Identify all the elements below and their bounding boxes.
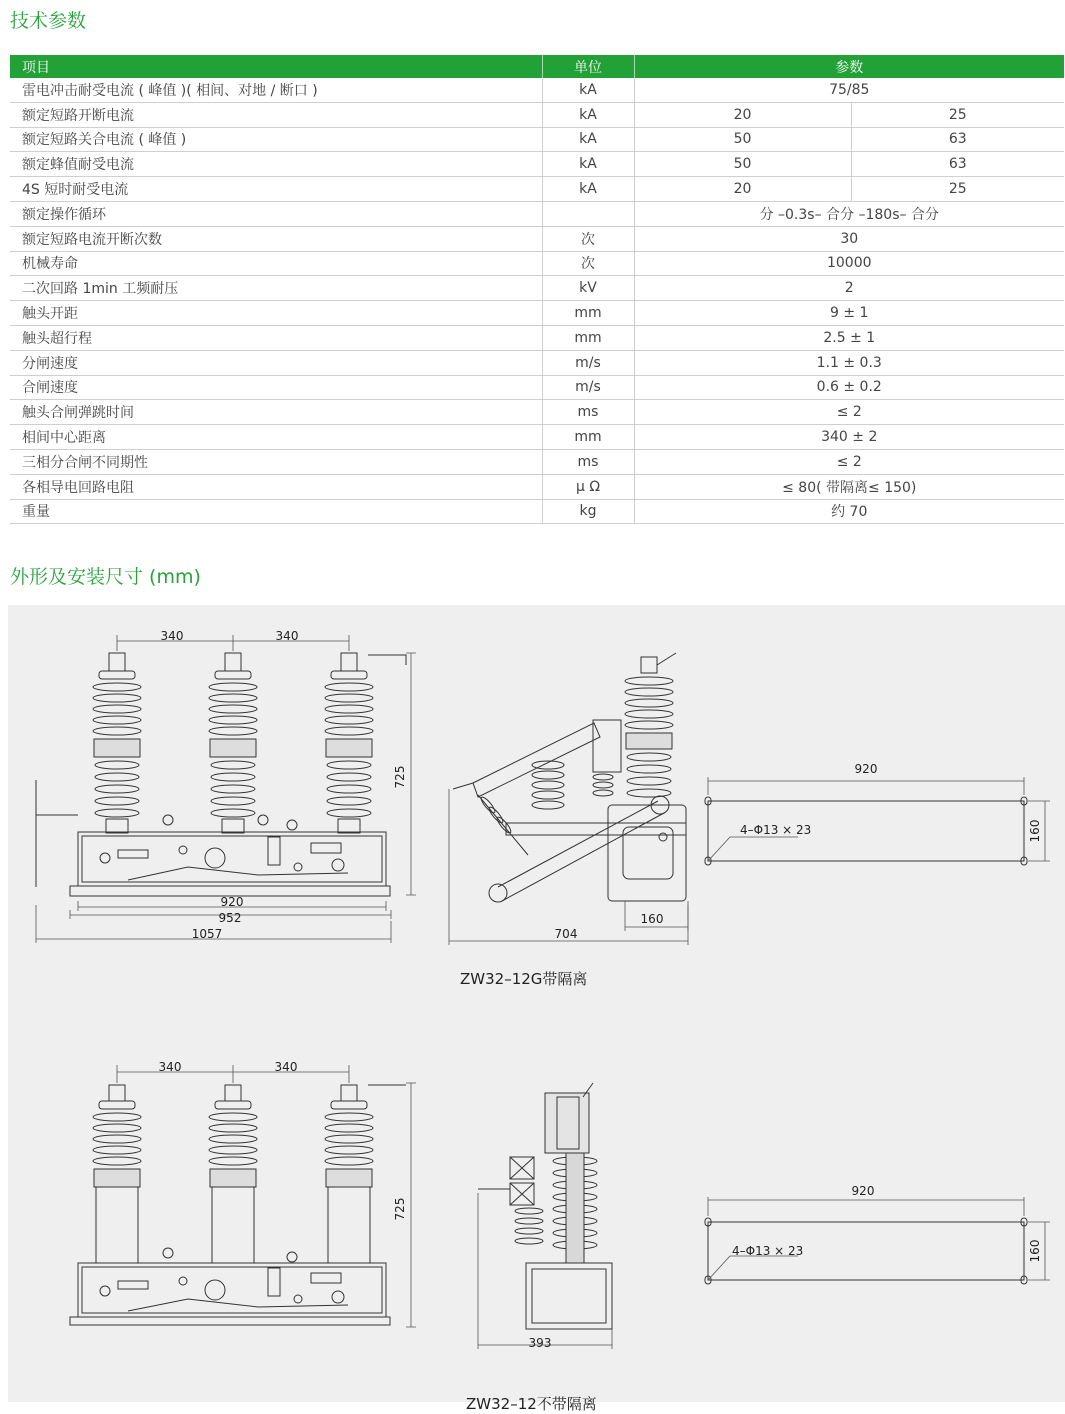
cell-unit: m/s <box>542 375 634 400</box>
front-view-with-isolator <box>36 629 416 943</box>
cell-value: ≤ 80( 带隔离≤ 150) <box>634 474 1064 499</box>
cell-unit: μ Ω <box>542 474 634 499</box>
insulator <box>93 1085 141 1263</box>
table-row <box>10 474 1064 499</box>
cell-item: 分闸速度 <box>10 350 542 375</box>
cell-item: 4S 短时耐受电流 <box>10 177 542 202</box>
dim-label: 725 <box>393 1197 407 1221</box>
cell-value: 10000 <box>634 251 1064 276</box>
cell-unit: kA <box>542 152 634 177</box>
dimension-drawings <box>8 605 1065 1402</box>
cell-unit: kg <box>542 499 634 524</box>
dim-label: 1057 <box>191 927 223 941</box>
cell-value: 30 <box>634 226 1064 251</box>
cell-value-2: 25 <box>851 102 1064 127</box>
caption-zw32-12: ZW32–12不带隔离 <box>466 1395 597 1413</box>
cell-unit: ms <box>542 449 634 474</box>
table-row <box>10 325 1064 350</box>
table-row <box>10 400 1064 425</box>
cell-value: 0.6 ± 0.2 <box>634 375 1064 400</box>
cell-item: 额定蜂值耐受电流 <box>10 152 542 177</box>
cell-item: 二次回路 1min 工频耐压 <box>10 276 542 301</box>
cell-item: 额定短路电流开断次数 <box>10 226 542 251</box>
cell-value: 340 ± 2 <box>634 425 1064 450</box>
cell-value-2: 25 <box>851 177 1064 202</box>
dim-label: 393 <box>528 1336 552 1350</box>
dim-label: 340 <box>275 629 299 643</box>
caption-zw32-12g: ZW32–12G带隔离 <box>460 970 588 988</box>
section-title-dimensions: 外形及安装尺寸 (mm) <box>10 566 201 588</box>
cell-unit: 次 <box>542 226 634 251</box>
cell-value: 9 ± 1 <box>634 301 1064 326</box>
table-row <box>10 78 1064 102</box>
table-row <box>10 499 1064 524</box>
cell-item: 额定操作循环 <box>10 201 542 226</box>
table-row <box>10 449 1064 474</box>
cell-unit: kV <box>542 276 634 301</box>
dim-label: 952 <box>218 911 242 925</box>
dim-label: 340 <box>274 1060 298 1074</box>
dim-label: 920 <box>854 762 878 776</box>
cell-item: 额定短路关合电流 ( 峰值 ) <box>10 127 542 152</box>
insulator <box>93 653 141 833</box>
header-param: 参数 <box>634 55 1064 78</box>
cell-unit: mm <box>542 301 634 326</box>
table-row <box>10 375 1064 400</box>
cell-unit: ms <box>542 400 634 425</box>
cell-value: 2.5 ± 1 <box>634 325 1064 350</box>
cell-value-1: 20 <box>634 177 851 202</box>
cell-value: ≤ 2 <box>634 400 1064 425</box>
cell-item: 合闸速度 <box>10 375 542 400</box>
hole-spec: 4–Φ13 × 23 <box>740 823 812 837</box>
cell-unit: m/s <box>542 350 634 375</box>
table-row <box>10 350 1064 375</box>
cell-value: 2 <box>634 276 1064 301</box>
table-row <box>10 152 1064 177</box>
cell-value-2: 63 <box>851 127 1064 152</box>
dim-label: 704 <box>554 927 578 941</box>
cell-unit: 次 <box>542 251 634 276</box>
cell-value-1: 50 <box>634 127 851 152</box>
cell-item: 各相导电回路电阻 <box>10 474 542 499</box>
cell-item: 机械寿命 <box>10 251 542 276</box>
cell-unit: mm <box>542 425 634 450</box>
cell-value: 分 –0.3s– 合分 –180s– 合分 <box>634 201 1064 226</box>
table-header-row <box>10 55 1064 78</box>
cell-unit: mm <box>542 325 634 350</box>
table-row <box>10 102 1064 127</box>
cell-unit: kA <box>542 127 634 152</box>
side-view-without-isolator <box>478 1083 612 1350</box>
cell-item: 雷电冲击耐受电流 ( 峰值 )( 相间、对地 / 断口 ) <box>10 78 542 102</box>
cell-item: 触头开距 <box>10 301 542 326</box>
mounting-hole-layout <box>705 1184 1050 1284</box>
table-row <box>10 226 1064 251</box>
cell-value-1: 20 <box>634 102 851 127</box>
table-row <box>10 127 1064 152</box>
table-row <box>10 425 1064 450</box>
table-row <box>10 301 1064 326</box>
table-row <box>10 201 1064 226</box>
table-row <box>10 251 1064 276</box>
header-unit: 单位 <box>542 55 634 78</box>
cell-item: 三相分合闸不同期性 <box>10 449 542 474</box>
dim-label: 160 <box>1028 819 1042 843</box>
cell-unit <box>542 201 634 226</box>
cell-value-1: 50 <box>634 152 851 177</box>
side-view-with-isolator <box>449 653 688 945</box>
cell-value: 1.1 ± 0.3 <box>634 350 1064 375</box>
table-row <box>10 177 1064 202</box>
hole-spec: 4–Φ13 × 23 <box>732 1244 804 1258</box>
tech-params-table <box>10 55 1064 524</box>
cell-unit: kA <box>542 177 634 202</box>
cell-item: 触头合闸弹跳时间 <box>10 400 542 425</box>
mounting-hole-layout <box>705 762 1050 865</box>
cell-item: 额定短路开断电流 <box>10 102 542 127</box>
dim-label: 340 <box>160 629 184 643</box>
cell-value: ≤ 2 <box>634 449 1064 474</box>
cell-item: 相间中心距离 <box>10 425 542 450</box>
cell-unit: kA <box>542 78 634 102</box>
table-row <box>10 276 1064 301</box>
section-title-tech-params: 技术参数 <box>10 10 87 32</box>
cell-item: 触头超行程 <box>10 325 542 350</box>
header-item: 项目 <box>10 55 542 78</box>
dim-label: 340 <box>158 1060 182 1074</box>
dim-label: 920 <box>220 895 244 909</box>
cell-item: 重量 <box>10 499 542 524</box>
dim-label: 160 <box>1028 1239 1042 1263</box>
cell-unit: kA <box>542 102 634 127</box>
front-view-without-isolator <box>70 1060 416 1327</box>
dim-label: 160 <box>640 912 664 926</box>
dimension-drawings-panel <box>8 605 1065 1413</box>
dim-label: 920 <box>851 1184 875 1198</box>
cell-value: 约 70 <box>634 499 1064 524</box>
cell-value-2: 63 <box>851 152 1064 177</box>
cell-value: 75/85 <box>634 78 1064 102</box>
dim-label: 725 <box>393 765 407 789</box>
